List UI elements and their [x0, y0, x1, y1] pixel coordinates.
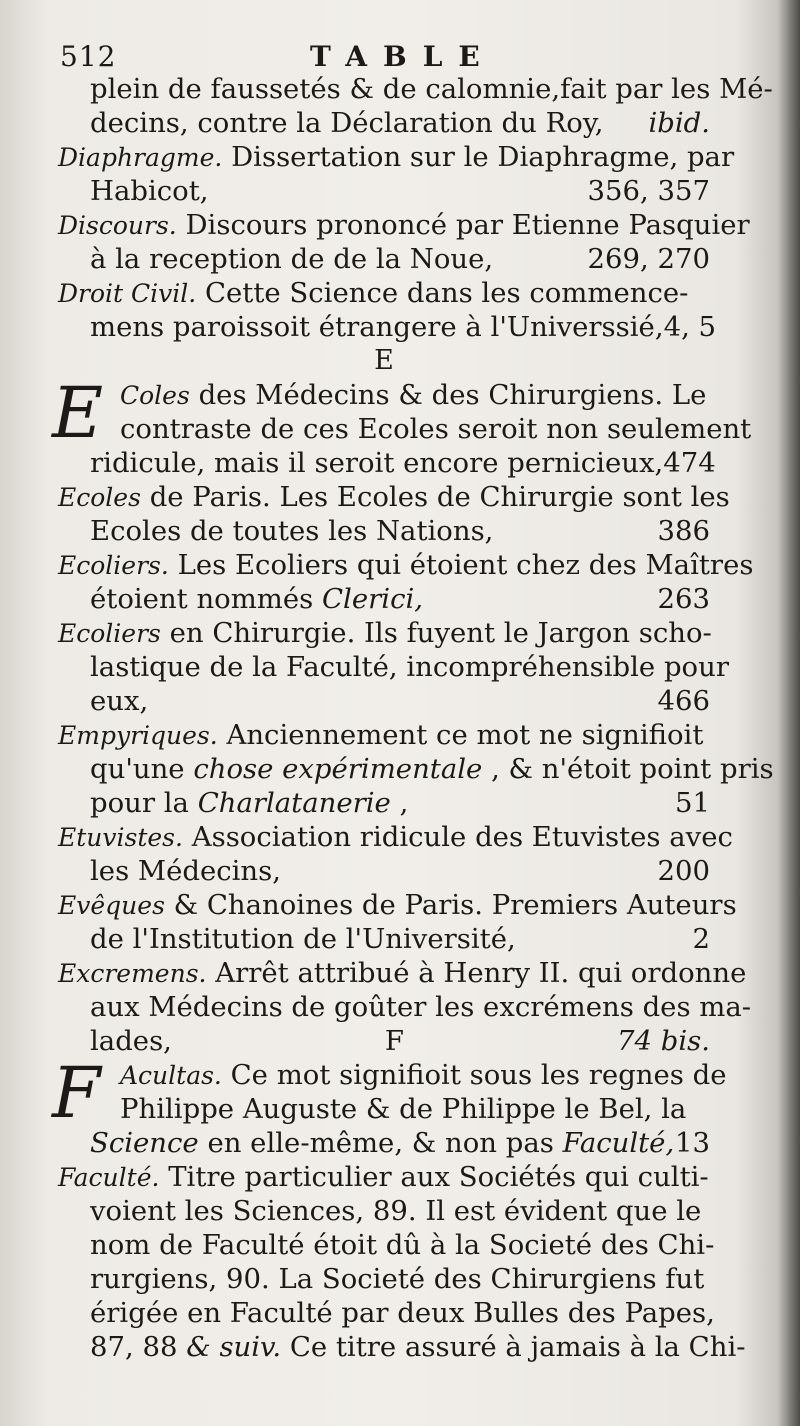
- entry-text: [90, 106, 603, 140]
- entry-text: [90, 650, 729, 684]
- entry-text: [58, 616, 712, 651]
- page-reference: ibid.: [648, 107, 710, 139]
- index-line: [58, 1160, 710, 1194]
- entry-description: lades,: [90, 1025, 172, 1057]
- entry-text: [120, 1058, 727, 1093]
- page-spine-shadow: [778, 0, 800, 1426]
- entry-description: qu'une: [90, 753, 185, 785]
- page-reference: 269, 270: [587, 243, 710, 275]
- entry-keyword: Faculté.: [58, 1163, 160, 1192]
- entry-text: [58, 548, 753, 583]
- page-reference: 200: [657, 855, 710, 887]
- page-reference: 386: [657, 515, 710, 547]
- entry-description: Dissertation sur le Diaphragme, par: [231, 141, 735, 173]
- entry-text: [90, 752, 774, 786]
- entry-text: [58, 208, 750, 243]
- entry-keyword: Excremens.: [58, 959, 207, 988]
- entry-text: [90, 72, 773, 106]
- index-line: [58, 820, 733, 854]
- page-reference: 466: [657, 685, 710, 717]
- drop-capital: F: [52, 1052, 101, 1134]
- entry-description: voient les Sciences, 89. Il est évident que le: [90, 1195, 702, 1227]
- entry-text: [90, 242, 493, 276]
- index-line: [58, 1194, 710, 1228]
- entry-text: [90, 922, 516, 956]
- entry-text: [90, 310, 664, 344]
- entry-description: lastique de la Faculté, incompréhensible pour: [90, 651, 729, 683]
- entry-description: les Médecins,: [90, 855, 281, 887]
- entry-text: [90, 786, 408, 820]
- drop-capital: E: [52, 372, 104, 454]
- page-reference: 51: [675, 787, 710, 819]
- entry-text: [90, 1262, 704, 1296]
- entry-text: [58, 718, 703, 753]
- index-line: [58, 310, 717, 344]
- entry-keyword: Diaphragme.: [58, 143, 223, 172]
- entry-keyword: Ecoles: [58, 483, 141, 512]
- index-line: [58, 174, 710, 208]
- entry-text: [58, 956, 746, 991]
- entry-description: Association ridicule des Etuvistes avec: [191, 821, 733, 853]
- page-reference: 74 bis.: [617, 1025, 710, 1057]
- italic-phrase: Clerici,: [322, 583, 424, 615]
- entry-text: [90, 446, 663, 480]
- entry-description: rurgiens, 90. La Societé des Chirurgiens fut: [90, 1263, 705, 1295]
- entry-description: Philippe Auguste & de Philippe le Bel, la: [120, 1093, 687, 1125]
- entry-text: [90, 1228, 714, 1262]
- entry-description: nom de Faculté étoit dû à la Societé des Chi-: [90, 1229, 715, 1261]
- entry-keyword: Discours.: [58, 211, 177, 240]
- index-line: [58, 922, 710, 956]
- entry-keyword: Empyriques.: [58, 721, 218, 750]
- entry-keyword: Etuvistes.: [58, 823, 183, 852]
- entry-description: Ce mot signifioit sous les regnes de: [230, 1059, 727, 1091]
- index-line: [58, 718, 710, 752]
- index-line: [58, 1126, 710, 1160]
- entry-description: & Chanoines de Paris. Premiers Auteurs: [173, 889, 737, 921]
- index-line: [58, 72, 773, 106]
- entry-text: [90, 514, 493, 548]
- entry-description: Discours prononcé par Etienne Pasquier: [185, 209, 750, 241]
- italic-phrase: chose expérimentale: [193, 753, 483, 785]
- page-reference: 356, 357: [587, 175, 710, 207]
- index-line: [58, 582, 710, 616]
- index-line: [58, 1262, 710, 1296]
- index-line: [58, 242, 710, 276]
- entry-description: 87, 88: [90, 1331, 178, 1363]
- index-line: [58, 1024, 710, 1058]
- running-head: TABLE: [310, 40, 496, 73]
- entry-text: [58, 1160, 709, 1195]
- entry-description-cont: Ce titre assuré à jamais à la Chi-: [289, 1331, 746, 1363]
- entry-text: [90, 854, 281, 888]
- index-line: [58, 446, 716, 480]
- entry-keyword: Acultas.: [120, 1061, 222, 1090]
- index-line: [58, 752, 774, 786]
- entry-description: érigée en Faculté par deux Bulles des Papes,: [90, 1297, 715, 1329]
- entry-text: [90, 1194, 701, 1228]
- index-line: [58, 650, 729, 684]
- entry-text: [120, 378, 706, 413]
- entry-text: [120, 412, 751, 446]
- entry-text: [90, 990, 751, 1024]
- index-line: [58, 1228, 715, 1262]
- page-reference: 4, 5: [663, 311, 717, 343]
- entry-description: Cette Science dans les commence-: [204, 277, 689, 309]
- entry-description: pour la: [90, 787, 189, 819]
- entry-keyword: Evêques: [58, 891, 165, 920]
- entry-keyword: Droit Civil.: [58, 279, 197, 308]
- index-line: [58, 276, 710, 310]
- index-line: [58, 990, 752, 1024]
- entry-text: [90, 1126, 674, 1160]
- index-line: [58, 514, 710, 548]
- entry-text: [90, 582, 423, 616]
- index-line: [58, 412, 752, 446]
- entry-text: [120, 1092, 686, 1126]
- index-line: [58, 1092, 710, 1126]
- entry-text: [90, 1296, 715, 1330]
- entry-description: ridicule, mais il seroit encore pernicieux,: [90, 447, 664, 479]
- entry-description: Habicot,: [90, 175, 209, 207]
- page-reference: 2: [692, 923, 710, 955]
- index-body: [52, 72, 774, 1364]
- entry-text: [58, 820, 733, 855]
- entry-description: de l'Institution de l'Université,: [90, 923, 516, 955]
- index-line: [58, 616, 710, 650]
- entry-text: [58, 276, 688, 311]
- entry-description: Anciennement ce mot ne signifioit: [226, 719, 704, 751]
- entry-description: étoient nommés: [90, 583, 314, 615]
- index-line: [58, 548, 754, 582]
- italic-phrase: Science: [90, 1127, 199, 1159]
- entry-description: à la reception de de la Noue,: [90, 243, 494, 275]
- entry-text: [58, 480, 730, 515]
- entry-text: [90, 684, 148, 718]
- italic-phrase: Charlatanerie: [197, 787, 391, 819]
- entry-description: contraste de ces Ecoles seroit non seulement: [120, 413, 752, 445]
- entry-description-cont: ,: [399, 787, 409, 819]
- index-line: [58, 480, 730, 514]
- index-line: [58, 786, 710, 820]
- entry-keyword: Coles: [120, 381, 190, 410]
- page-number: 512: [60, 40, 117, 73]
- entry-description: Les Ecoliers qui étoient chez des Maîtres: [177, 549, 754, 581]
- entry-keyword: Ecoliers: [58, 619, 161, 648]
- entry-description: mens paroissoit étrangere à l'Universsié,: [90, 311, 664, 343]
- entry-description: Titre particulier aux Sociétés qui culti-: [168, 1161, 709, 1193]
- entry-description: Arrêt attribué à Henry II. qui ordonne: [215, 957, 747, 989]
- entry-description: en Chirurgie. Ils fuyent le Jargon scho-: [169, 617, 712, 649]
- entry-description: decins, contre la Déclaration du Roy,: [90, 107, 604, 139]
- section-letter: E: [374, 345, 394, 376]
- entry-text: [90, 1024, 172, 1058]
- index-line: [58, 888, 737, 922]
- page-header: [60, 36, 700, 76]
- page-reference: 474: [663, 447, 716, 479]
- italic-phrase: & suiv.: [186, 1331, 282, 1363]
- index-line: [58, 684, 710, 718]
- index-line: [58, 1296, 715, 1330]
- index-line: [58, 1330, 746, 1364]
- entry-keyword: Ecoliers.: [58, 551, 169, 580]
- entry-text: [90, 174, 209, 208]
- entry-description: aux Médecins de goûter les excrémens des ma-: [90, 991, 752, 1023]
- index-line: [58, 956, 747, 990]
- entry-description-cont: , & n'étoit point pris: [491, 753, 774, 785]
- entry-description: Ecoles de toutes les Nations,: [90, 515, 494, 547]
- italic-phrase: Faculté,: [562, 1127, 675, 1159]
- entry-description: des Médecins & des Chirurgiens. Le: [198, 379, 707, 411]
- entry-description: de Paris. Les Ecoles de Chirurgie sont les: [149, 481, 730, 513]
- entry-description-cont: en elle-même, & non pas: [207, 1127, 554, 1159]
- page-reference: 263: [657, 583, 710, 615]
- entry-description: eux,: [90, 685, 149, 717]
- entry-text: [58, 888, 737, 923]
- section-letter-inline: F: [384, 1025, 405, 1057]
- index-line: [58, 208, 750, 242]
- index-line: [58, 854, 710, 888]
- index-line: [58, 140, 735, 174]
- page-reference: 13: [675, 1127, 710, 1159]
- entry-text: [90, 1330, 746, 1364]
- entry-description: plein de faussetés & de calomnie,fait par les Mé-: [90, 73, 773, 105]
- index-line: [58, 106, 710, 140]
- entry-text: [58, 140, 734, 175]
